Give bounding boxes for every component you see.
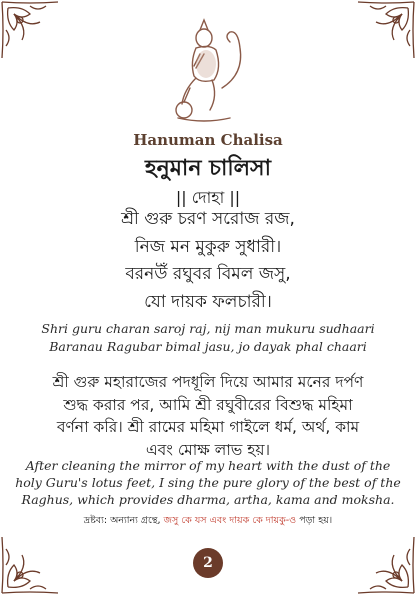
meaning-line: এবং মোক্ষ লাভ হয়। (145, 440, 271, 459)
verse-line: নিজ মন মুকুরু সুধারী। (134, 236, 282, 257)
verse-line: বরনউঁ রঘুবর বিমল জসু, (125, 264, 291, 284)
transliteration (0, 320, 416, 356)
verse-bengali (0, 206, 416, 316)
hanuman-illustration-icon (160, 18, 256, 126)
corner-ornament-icon (0, 533, 62, 595)
corner-ornament-icon (354, 0, 416, 62)
footnote-highlight: জসু কে যস এবং দায়ক কে দায়কু-ও (163, 515, 297, 526)
footnote-suffix: পড়া হয়। (296, 515, 333, 526)
verse-line: যো দায়ক ফলচারী। (144, 291, 272, 312)
title-bengali: হনুমান চালিসা (145, 156, 271, 181)
title-english: Hanuman Chalisa (133, 131, 283, 149)
verse-line: শ্রী গুরু চরণ সরোজ রজ, (121, 209, 295, 229)
meaning-line: শ্রী গুরু মহারাজের পদধূলি দিয়ে আমার মনের দর্পণ (52, 373, 364, 391)
footnote (0, 514, 416, 529)
corner-ornament-icon (354, 533, 416, 595)
page-number-badge: 2 (193, 548, 223, 578)
meaning-line: শুদ্ধ করার পর, আমি শ্রী রঘুবীরের বিশুদ্ধ মহিমা (63, 395, 353, 414)
transliteration-line: Baranau Ragubar bimal jasu, jo dayak phal chaari (49, 339, 367, 354)
section-heading: || দোহা || (175, 188, 241, 207)
meaning-line: holy Guru's lotus feet, I sing the pure glory of the best of the (15, 475, 401, 490)
meaning-line: Raghus, which provides dharma, artha, kama and moksha. (21, 492, 395, 507)
meaning-line: বর্ণনা করি। শ্রী রামের মহিমা গাইলে ধর্ম, অর্থ, কাম (56, 418, 360, 436)
footnote-prefix: দ্রষ্টব্য: অন্যান্য গ্রন্থে, (83, 515, 164, 526)
corner-ornament-icon (0, 0, 62, 62)
meaning-line: After cleaning the mirror of my heart with the dust of the (25, 458, 391, 473)
meaning-english (0, 457, 416, 508)
meaning-bengali (20, 371, 396, 461)
transliteration-line: Shri guru charan saroj raj, nij man mukuru sudhaari (41, 321, 375, 336)
